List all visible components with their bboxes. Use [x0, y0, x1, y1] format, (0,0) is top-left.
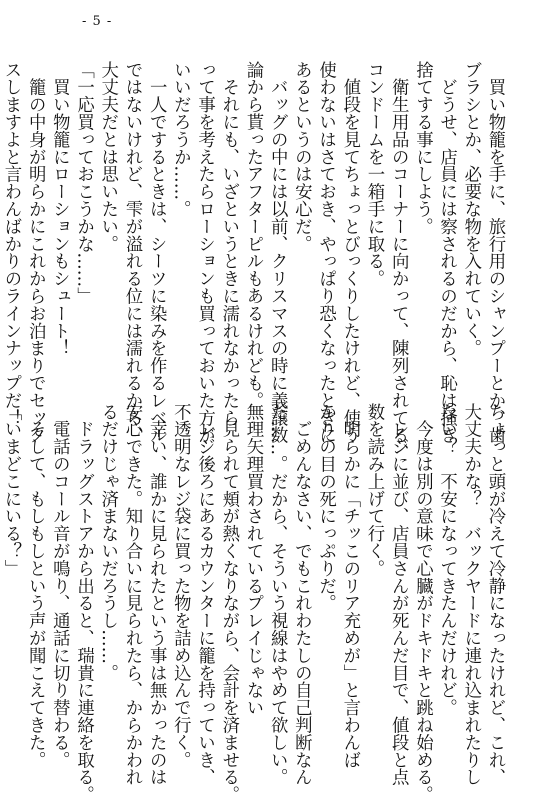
- upper-text-block: [0, 61, 507, 462]
- text-line: ブラシとか、必要な物を入れていく。: [460, 61, 481, 357]
- text-line: いいだろうか……。: [170, 61, 191, 218]
- text-line: どうせ、店員には察されるのだから、恥は掻き: [436, 61, 457, 444]
- text-line: 大丈夫だとは思いたい。: [97, 61, 118, 253]
- text-line: ない？ 不安になってきたんだけれど。: [436, 403, 457, 717]
- text-line: 籠の中身が明らかにこれからお泊まりでセック: [25, 61, 46, 444]
- text-line: だ……。だから、そういう視線はやめて欲しい。: [267, 403, 288, 786]
- text-line: 見られて頬が熱くなりながら、会計を済ませる。: [218, 403, 239, 803]
- text-line: 買い物籠にローションもシュート！: [49, 61, 70, 357]
- text-line: 「いまどこにいる？」: [0, 403, 21, 577]
- text-line: 「一応買っておこうかな……」: [73, 61, 94, 305]
- text-line: 大丈夫かな？ バックヤードに連れ込まれたりし: [460, 403, 481, 786]
- page-number: - 5 -: [82, 14, 113, 29]
- text-line: ではないけれど、雫が溢れる位には濡れるから、: [121, 61, 142, 444]
- text-line: バッグの中には以前、クリスマスの時に義譲数: [267, 61, 288, 444]
- text-line: 衛生用品のコーナーに向かって、陳列されてる、: [388, 61, 409, 462]
- text-line: 使わないはさておき、やっぱり恐くなったときに: [315, 61, 336, 444]
- text-line: 一人でするときは、シーツに染みを作るレベル: [146, 61, 167, 444]
- text-line: 今度は別の意味で心臓がドキドキと跳ね始める。: [412, 403, 433, 803]
- text-line: 数を読み上げて行く。: [363, 403, 384, 577]
- text-line: コンドームを一箱手に取る。: [363, 61, 384, 288]
- text-line: 捨てする事にしよう。: [412, 61, 433, 235]
- text-line: ごめんなさい、でもこれわたしの自己判断なん: [291, 403, 312, 786]
- text-line: って事を考えたらローションも買っておいた方が: [194, 61, 215, 444]
- text-line: 幸い、誰かに見られたという事は無かったのは: [146, 403, 167, 786]
- text-line: かりの目の死にっぷりだ。: [315, 403, 336, 612]
- text-line: 電話のコール音が鳴り、通話に切り替わる。: [49, 403, 70, 769]
- text-line: 明らかに「チッこのリア充めが」と言わんば: [339, 403, 360, 769]
- text-line: あるというのは安心だ。: [291, 61, 312, 253]
- text-line: それにも、いざというときに濡れなかったら: [218, 61, 239, 427]
- text-line: ドラッグストアから出ると、瑞貴に連絡を取る。: [73, 403, 94, 803]
- text-line: スしますよと言わんばかりのラインナップだ！: [0, 61, 21, 427]
- text-line: るだけじゃ済まないだろうし……。: [97, 403, 118, 682]
- text-line: 論から貰ったアフターピルもあるけれども。: [242, 61, 263, 409]
- text-line: 安心できた。知り合いに見られたら、からかわれ: [121, 403, 142, 786]
- text-line: そして、もしもしという声が聞こえてきた。: [25, 403, 46, 769]
- text-line: レジに並び、店員さんが死んだ目で、値段と点: [388, 403, 409, 786]
- text-line: ちょっと頭が冷えて冷静になったけれど、これ、: [485, 403, 505, 786]
- text-line: 買い物籠を手に、旅行用のシャンプーとか、歯: [485, 61, 505, 444]
- text-line: レジ後ろにあるカウンターに籠を持っていき、: [194, 403, 215, 786]
- text-line: 不透明なレジ袋に買った物を詰め込んで行く。: [170, 403, 191, 769]
- text-line: 値段を見てちょっとびっくりしたけれど、使う: [339, 61, 360, 444]
- text-line: 無理矢理買わされているプレイじゃない: [242, 403, 263, 717]
- lower-text-block: [0, 403, 507, 803]
